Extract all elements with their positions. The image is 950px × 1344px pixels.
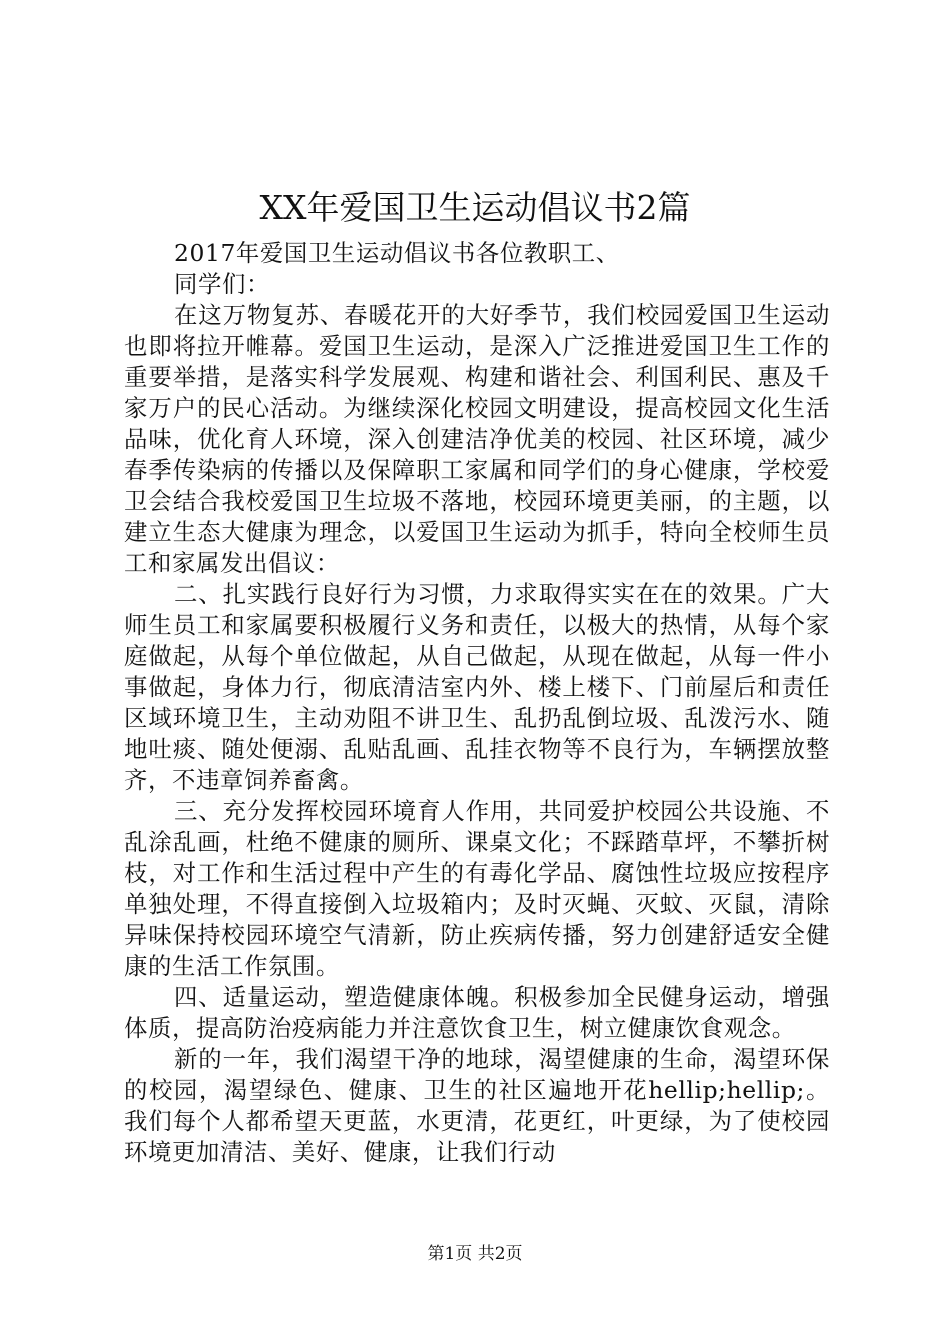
paragraph-greeting-line1: 2017年爱国卫生运动倡议书各位教职工、 [174, 239, 620, 267]
document-title: XX年爱国卫生运动倡议书2篇 [259, 188, 691, 227]
paragraph-point-four: 四、适量运动，塑造健康体魄。积极参加全民健身运动，增强体质，提高防治疫病能力并注意饮食卫生，树立健康饮食观念。 [124, 983, 830, 1042]
paragraph-point-three: 三、充分发挥校园环境育人作用，共同爱护校园公共设施、不乱涂乱画，杜绝不健康的厕所、课桌文化；不踩踏草坪，不攀折树枝，对工作和生活过程中产生的有毒化学品、腐蚀性垃圾应按程序单独处理，不得直接倒入垃圾箱内；及时灭蝇、灭蚊、灭鼠，清除异味保持校园环境空气清新，防止疾病传播，努力创建舒适安全健康的生活工作氛围。 [124, 797, 830, 980]
paragraph-greeting-line2: 同学们： [174, 270, 270, 298]
paragraph-intro: 在这万物复苏、春暖花开的大好季节，我们校园爱国卫生运动也即将拉开帷幕。爱国卫生运动，是深入广泛推进爱国卫生工作的重要举措，是落实科学发展观、构建和谐社会、利国利民、惠及千家万户的民心活动。为继续深化校园文明建设，提高校园文化生活品味，优化育人环境，深入创建洁净优美的校园、社区环境，减少春季传染病的传播以及保障职工家属和同学们的身心健康，学校爱卫会结合我校爱国卫生垃圾不落地，校园环境更美丽，的主题，以建立生态大健康为理念，以爱国卫生运动为抓手，特向全校师生员工和家属发出倡议： [124, 301, 830, 577]
document-body [124, 238, 830, 1168]
paragraph-closing: 新的一年，我们渴望干净的地球，渴望健康的生命，渴望环保的校园，渴望绿色、健康、卫生的社区遍地开花hellip;hellip;。我们每个人都希望天更蓝，水更清，花更红，叶更绿，为了使校园环境更加清洁、美好、健康，让我们行动 [124, 1045, 830, 1166]
paragraph-point-two: 二、扎实践行良好行为习惯，力求取得实实在在的效果。广大师生员工和家属要积极履行义务和责任，以极大的热情，从每个家庭做起，从每个单位做起，从自己做起，从现在做起，从每一件小事做起，身体力行，彻底清洁室内外、楼上楼下、门前屋后和责任区域环境卫生，主动劝阻不讲卫生、乱扔乱倒垃圾、乱泼污水、随地吐痰、随处便溺、乱贴乱画、乱挂衣物等不良行为，车辆摆放整齐，不违章饲养畜禽。 [124, 580, 830, 794]
page-footer: 第1页 共2页 [427, 1244, 523, 1264]
